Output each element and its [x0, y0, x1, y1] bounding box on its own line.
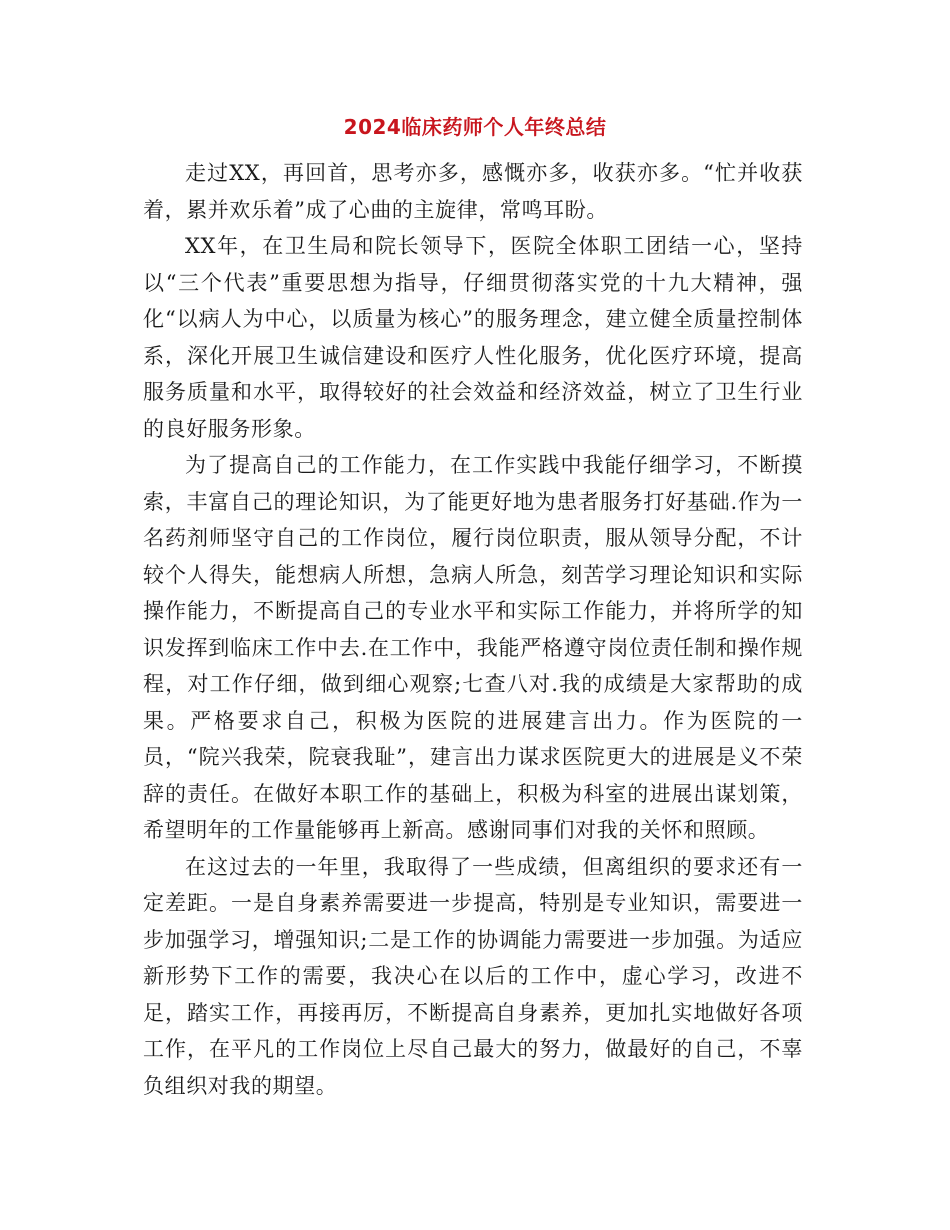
paragraph-work-performance: 为了提高自己的工作能力，在工作实践中我能仔细学习，不断摸索，丰富自己的理论知识，为了能更好地为患者服务打好基础.作为一名药剂师坚守自己的工作岗位，履行岗位职责，服从领导分配，不计较个人得失，能想病人所想，急病人所急，刻苦学习理论知识和实际操作能力，不断提高自己的专业水平和实际工作能力，并将所学的知识发挥到临床工作中去.在工作中，我能严格遵守岗位责任制和操作规程，对工作仔细，做到细心观察;七查八对.我的成绩是大家帮助的成果。严格要求自己，积极为医院的进展建言出力。作为医院的一员，“院兴我荣，院衰我耻”，建言出力谋求医院更大的进展是义不荣辞的责任。在做好本职工作的基础上，积极为科室的进展出谋划策，希望明年的工作量能够再上新高。感谢同事们对我的关怀和照顾。 [143, 453, 803, 842]
document-title: 2024临床药师个人年终总结 [343, 115, 607, 139]
paragraph-intro: 走过XX，再回首，思考亦多，感慨亦多，收获亦多。“忙并收获着，累并欢乐着”成了心曲的主旋律，常鸣耳盼。 [143, 161, 803, 222]
paragraph-shortcomings-plan: 在这过去的一年里，我取得了一些成绩，但离组织的要求还有一定差距。一是自身素养需要进一步提高，特别是专业知识，需要进一步加强学习，增强知识;二是工作的协调能力需要进一步加强。为适应新形势下工作的需要，我决心在以后的工作中，虚心学习，改进不足，踏实工作，再接再厉，不断提高自身素养，更加扎实地做好各项工作，在平凡的工作岗位上尽自己最大的努力，做最好的自己，不辜负组织对我的期望。 [143, 854, 803, 1098]
paragraph-hospital-overview: XX年，在卫生局和院长领导下，医院全体职工团结一心，坚持以“三个代表”重要思想为指导，仔细贯彻落实党的十九大精神，强化“以病人为中心，以质量为核心”的服务理念，建立健全质量控制体系，深化开展卫生诚信建设和医疗人性化服务，优化医疗环境，提高服务质量和水平，取得较好的社会效益和经济效益，树立了卫生行业的良好服务形象。 [143, 234, 803, 441]
document-body [143, 155, 803, 1104]
